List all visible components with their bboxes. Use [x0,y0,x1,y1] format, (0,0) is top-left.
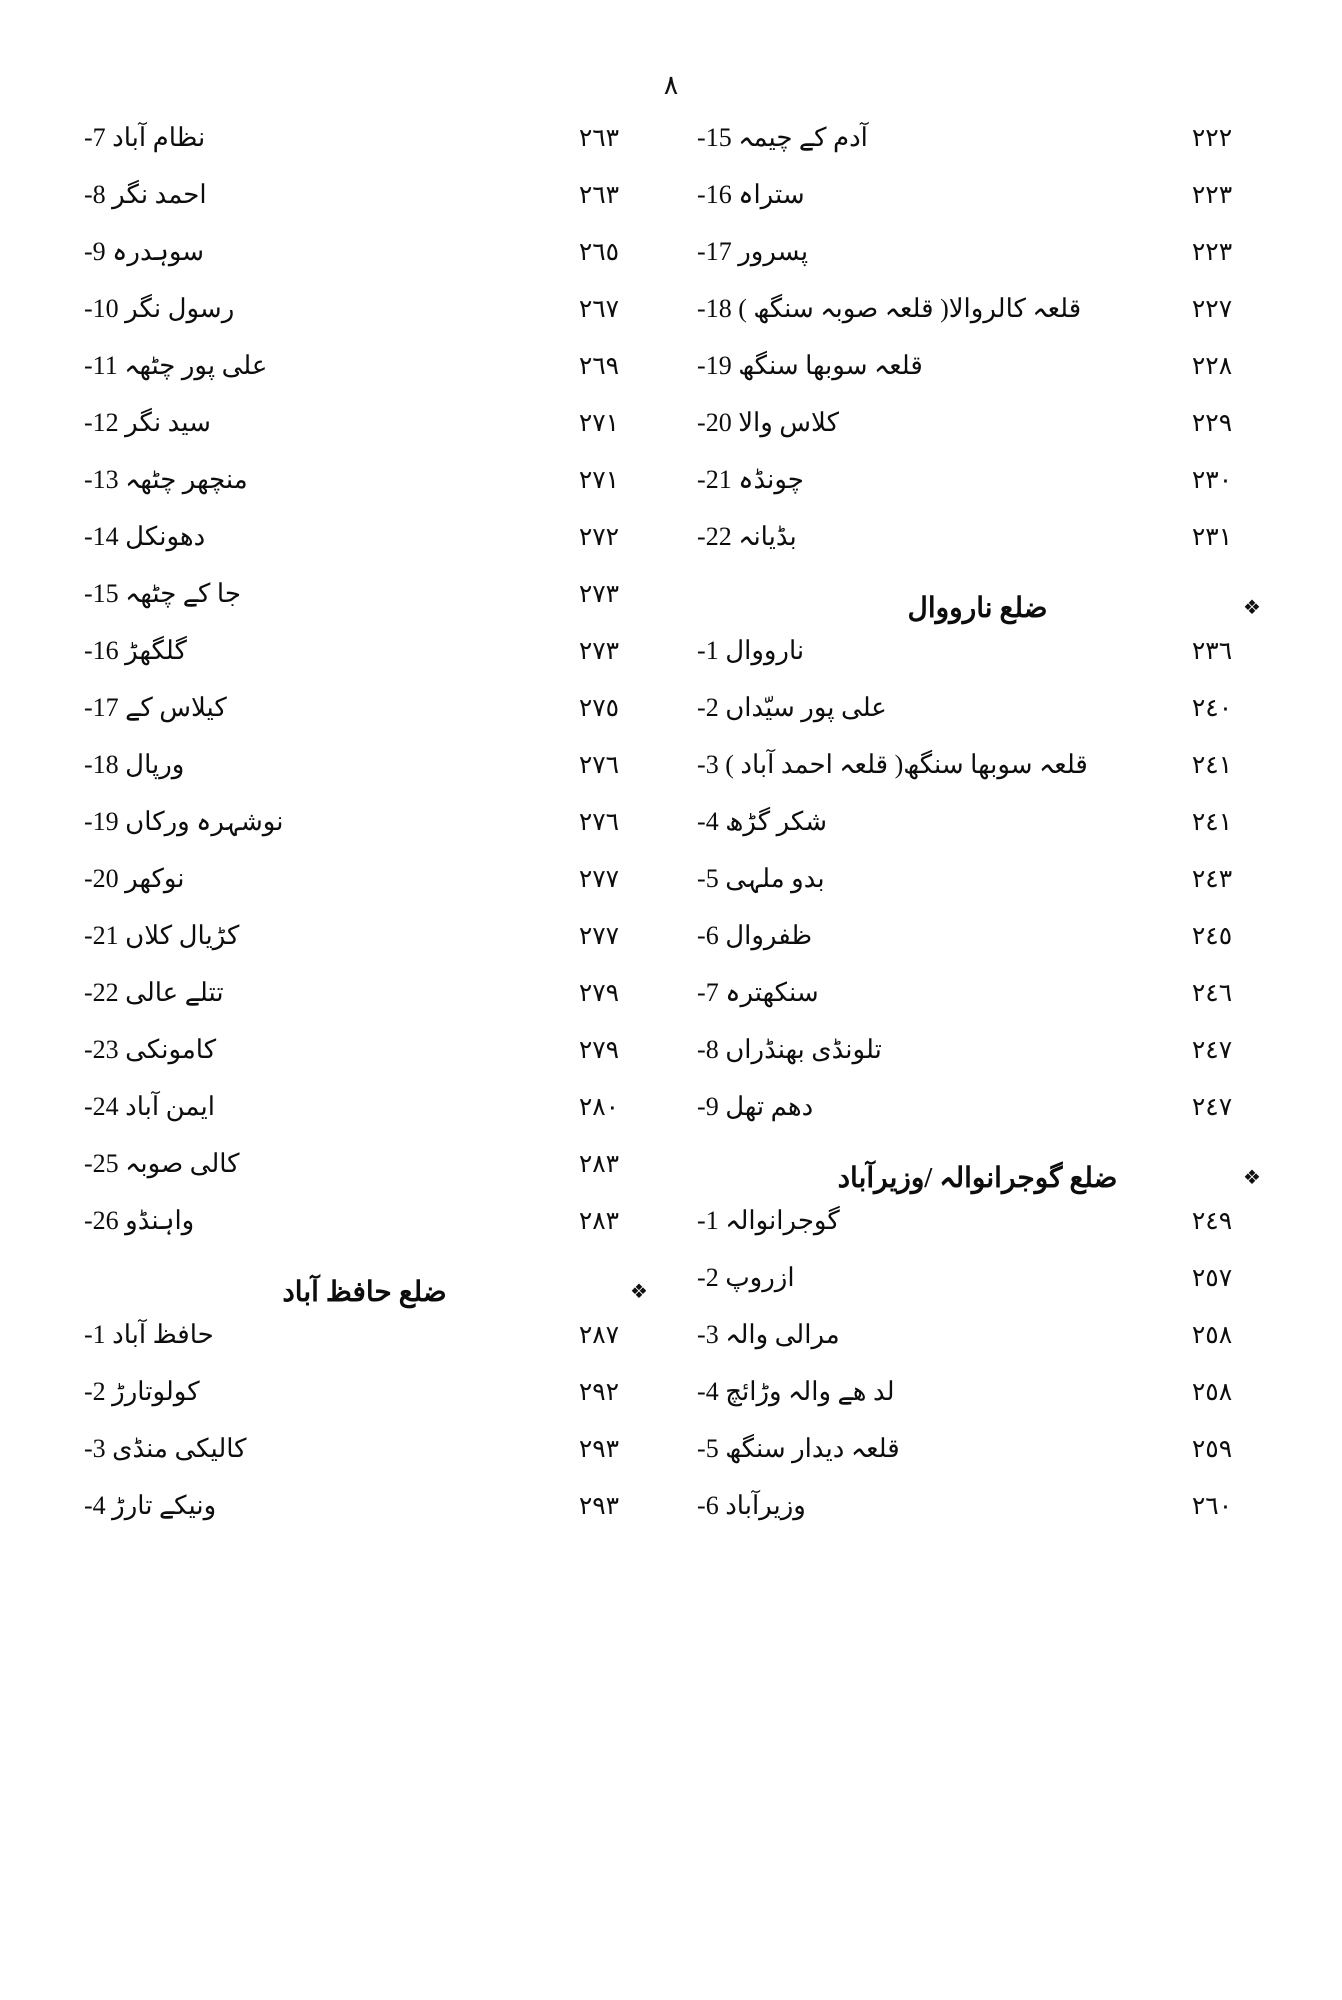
toc-entry[interactable] [683,408,1272,465]
toc-entry-page-number: ٢٢٧ [1191,296,1233,323]
toc-entry-title: شکر گڑھ 4- [697,807,828,836]
toc-entry[interactable] [70,921,659,978]
toc-entry-page-number: ٢٧٣ [578,581,620,608]
toc-entry-page-number: ٢٢٣ [1191,239,1233,266]
toc-entry-page-number: ٢٧٥ [578,695,620,722]
toc-entry-page-number: ٢٣٦ [1191,638,1233,665]
toc-entry-page-number: ٢٤٧ [1191,1094,1233,1121]
toc-entry[interactable] [683,123,1272,180]
diamond-bullet-icon: ❖ [630,1281,648,1303]
toc-entry-page-number: ٢٤٦ [1191,980,1233,1007]
toc-entry[interactable] [70,1149,659,1206]
page-number: ٨ [663,70,679,100]
toc-entry[interactable] [683,294,1272,351]
toc-entry[interactable] [683,1206,1272,1263]
toc-entry[interactable] [70,294,659,351]
toc-entry[interactable] [683,750,1272,807]
toc-entry-title: واہنڈو 26- [84,1206,195,1235]
toc-entry-title: ورپال 18- [84,750,185,779]
toc-entry-page-number: ٢٧٩ [578,1037,620,1064]
toc-entry-page-number: ٢٥٩ [1191,1436,1233,1463]
toc-entry-page-number: ٢٦٣ [578,182,620,209]
toc-entry-page-number: ٢٧٧ [578,866,620,893]
toc-entry-title: لد ھے والہ وڑائچ 4- [697,1377,895,1406]
toc-section-heading [70,1263,659,1320]
toc-entry[interactable] [70,636,659,693]
toc-entry-page-number: ٢٦٩ [578,353,620,380]
toc-entry-title: منچھر چٹھہ 13- [84,465,248,494]
toc-entry-page-number: ٢٧٢ [578,524,620,551]
toc-entry[interactable] [70,750,659,807]
toc-entry[interactable] [70,408,659,465]
toc-section-heading [683,1149,1272,1206]
toc-entry-page-number: ٢٦٣ [578,125,620,152]
toc-entry-page-number: ٢٥٨ [1191,1322,1233,1349]
toc-entry-page-number: ٢٦٠ [1191,1493,1233,1520]
toc-section-heading [683,579,1272,636]
toc-entry[interactable] [683,1092,1272,1149]
toc-entry-page-number: ٢٣٠ [1191,467,1233,494]
toc-entry-page-number: ٢٩٣ [578,1436,620,1463]
toc-entry-page-number: ٢٤٧ [1191,1037,1233,1064]
toc-entry[interactable] [683,1377,1272,1434]
toc-entry-page-number: ٢٤٩ [1191,1208,1233,1235]
toc-entry-page-number: ٢٤١ [1191,752,1233,779]
toc-column-right [683,123,1272,1548]
toc-entry[interactable] [70,1320,659,1377]
toc-entry[interactable] [70,807,659,864]
toc-entry[interactable] [70,1377,659,1434]
toc-entry[interactable] [683,1263,1272,1320]
toc-entry-title: ستراہ 16- [697,180,805,209]
toc-entry-page-number: ٢٥٧ [1191,1265,1233,1292]
diamond-bullet-icon: ❖ [1243,597,1261,619]
toc-entry[interactable] [683,807,1272,864]
toc-entry[interactable] [683,351,1272,408]
toc-entry[interactable] [70,237,659,294]
toc-entry-page-number: ٢٧٧ [578,923,620,950]
toc-entry-title: کولوتارڑ 2- [84,1377,200,1406]
toc-entry-page-number: ٢٢٢ [1191,125,1233,152]
toc-entry-page-number: ٢٨٠ [578,1094,620,1121]
toc-entry-title: گلگھڑ 16- [84,636,187,665]
toc-entry-page-number: ٢٢٨ [1191,353,1233,380]
toc-entry[interactable] [70,522,659,579]
toc-entry-page-number: ٢٧٩ [578,980,620,1007]
toc-entry[interactable] [70,1491,659,1548]
toc-entry-page-number: ٢٧٦ [578,752,620,779]
toc-entry-title: کالیکی منڈی 3- [84,1434,247,1463]
toc-entry-title: قلعہ سوبھا سنگھ( قلعہ احمد آباد ) 3- [697,750,1088,779]
toc-entry-page-number: ٢٦٥ [578,239,620,266]
toc-entry-title: نوشہرہ ورکاں 19- [84,807,284,836]
toc-entry-page-number: ٢٧٦ [578,809,620,836]
toc-entry-page-number: ٢٤٠ [1191,695,1233,722]
toc-entry[interactable] [70,351,659,408]
toc-entry-title: چونڈہ 21- [697,465,804,494]
toc-entry-title: دھونکل 14- [84,522,206,551]
toc-entry-page-number: ٢٨٣ [578,1151,620,1178]
toc-entry-title: ظفروال 6- [697,921,813,950]
toc-entry-page-number: ٢٧١ [578,467,620,494]
toc-entry-title: تتلے عالی 22- [84,978,224,1007]
toc-entry-title: ازروپ 2- [697,1263,795,1292]
toc-entry-title: علی پور چٹھہ 11- [84,351,268,380]
toc-entry-page-number: ٢٨٣ [578,1208,620,1235]
toc-entry-title: بدو ملہی 5- [697,864,825,893]
toc-entry-title: دھم تھل 9- [697,1092,814,1121]
section-title: ضلع نارووال [907,592,1048,624]
toc-entry-title: سید نگر 12- [84,408,211,437]
toc-entry-title: کلاس والا 20- [697,408,839,437]
toc-entry[interactable] [70,693,659,750]
diamond-bullet-icon: ❖ [1243,1167,1261,1189]
toc-columns [70,123,1272,1548]
toc-entry-title: پسرور 17- [697,237,809,266]
toc-entry-page-number: ٢٩٢ [578,1379,620,1406]
toc-entry-title: ونیکے تارڑ 4- [84,1491,217,1520]
toc-entry[interactable] [70,978,659,1035]
toc-entry-page-number: ٢٤٣ [1191,866,1233,893]
toc-entry-title: مرالی والہ 3- [697,1320,840,1349]
toc-entry-page-number: ٢٤٥ [1191,923,1233,950]
toc-entry[interactable] [70,579,659,636]
toc-entry[interactable] [70,1206,659,1263]
toc-entry-title: تلونڈی بھنڈراں 8- [697,1035,882,1064]
toc-entry[interactable] [70,1434,659,1491]
toc-entry[interactable] [683,465,1272,522]
toc-entry-title: علی پور سیّداں 2- [697,693,887,722]
toc-entry[interactable] [70,1092,659,1149]
toc-entry-title: قلعہ سوبھا سنگھ 19- [697,351,923,380]
toc-entry-title: ایمن آباد 24- [84,1092,215,1121]
toc-entry-title: وزیرآباد 6- [697,1491,806,1520]
toc-entry-title: حافظ آباد 1- [84,1320,214,1349]
toc-entry-title: قلعہ دیدار سنگھ 5- [697,1434,900,1463]
toc-entry-title: جا کے چٹھہ 15- [84,579,241,608]
toc-entry-title: سوہدرہ 9- [84,237,205,266]
toc-entry-title: نارووال 1- [697,636,805,665]
toc-entry[interactable] [683,237,1272,294]
toc-entry[interactable] [683,522,1272,579]
toc-entry-page-number: ٢٣١ [1191,524,1233,551]
toc-entry[interactable] [683,921,1272,978]
toc-entry[interactable] [683,1434,1272,1491]
toc-entry-page-number: ٢٥٨ [1191,1379,1233,1406]
toc-entry[interactable] [683,1491,1272,1548]
toc-entry-title: قلعہ کالروالا( قلعہ صوبہ سنگھ ) 18- [697,294,1082,323]
toc-entry[interactable] [70,864,659,921]
toc-entry-title: کڑیال کلاں 21- [84,921,240,950]
toc-entry-title: کالی صوبہ 25- [84,1149,240,1178]
toc-entry[interactable] [70,123,659,180]
toc-entry[interactable] [70,465,659,522]
toc-entry-page-number: ٢٧٣ [578,638,620,665]
toc-entry[interactable] [70,180,659,237]
toc-entry-page-number: ٢٢٣ [1191,182,1233,209]
toc-entry[interactable] [683,1035,1272,1092]
toc-entry-title: نظام آباد 7- [84,123,206,152]
section-title: ضلع گوجرانوالہ /وزیرآباد [837,1162,1118,1194]
toc-entry-title: کیلاس کے 17- [84,693,227,722]
toc-entry-title: سنکھترہ 7- [697,978,819,1007]
toc-entry-title: بڈیانہ 22- [697,522,797,551]
toc-entry-title: رسول نگر 10- [84,294,235,323]
toc-entry-page-number: ٢٨٧ [578,1322,620,1349]
toc-column-left [70,123,659,1548]
toc-entry[interactable] [683,1320,1272,1377]
toc-entry-title: نوکھر 20- [84,864,185,893]
toc-entry-page-number: ٢٢٩ [1191,410,1233,437]
toc-entry[interactable] [683,180,1272,237]
section-title: ضلع حافظ آباد [282,1276,447,1308]
toc-entry[interactable] [683,864,1272,921]
toc-entry[interactable] [70,1035,659,1092]
toc-entry-title: گوجرانوالہ 1- [697,1206,840,1235]
toc-entry-page-number: ٢٤١ [1191,809,1233,836]
toc-entry[interactable] [683,636,1272,693]
toc-entry[interactable] [683,978,1272,1035]
toc-entry-page-number: ٢٩٣ [578,1493,620,1520]
toc-entry-page-number: ٢٦٧ [578,296,620,323]
toc-entry[interactable] [683,693,1272,750]
toc-entry-title: کامونکی 23- [84,1035,217,1064]
toc-entry-title: احمد نگر 8- [84,180,207,209]
toc-entry-page-number: ٢٧١ [578,410,620,437]
toc-entry-title: آدم کے چیمہ 15- [697,123,868,152]
